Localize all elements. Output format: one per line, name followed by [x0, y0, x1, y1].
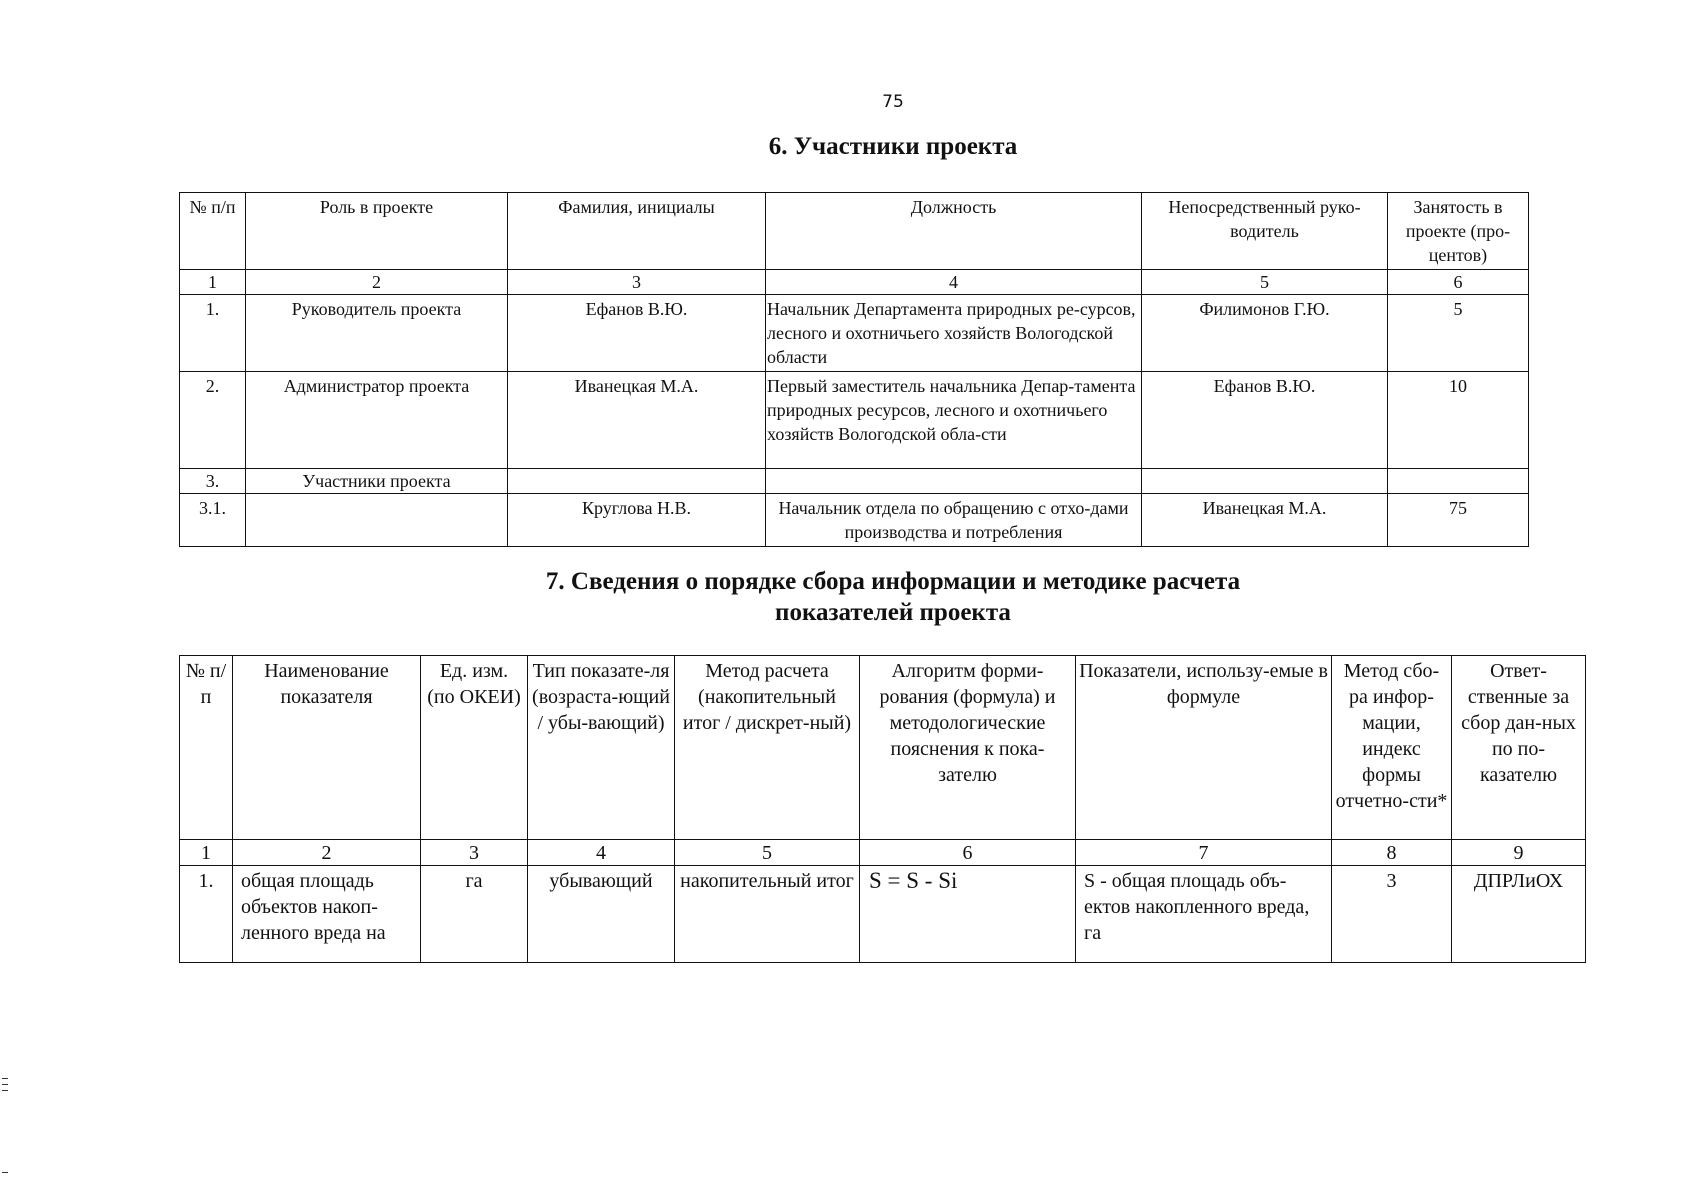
index-cell: 8	[1332, 840, 1452, 866]
header-cell: Тип показате-ля (возраста-ющий / убы-вающий)	[528, 656, 675, 840]
header-cell: Роль в проекте	[246, 193, 508, 270]
index-cell: 7	[1076, 840, 1332, 866]
index-cell: 2	[233, 840, 421, 866]
name-cell: Иванецкая М.А.	[508, 372, 766, 469]
header-cell: Фамилия, инициалы	[508, 193, 766, 270]
indicator-type-cell: убывающий	[528, 866, 675, 963]
calculation-method-cell: накопительный итог	[675, 866, 860, 963]
index-cell: 4	[528, 840, 675, 866]
page-number: 75	[882, 92, 904, 112]
section-7-title	[0, 566, 1697, 628]
role-cell: Участники проекта	[246, 469, 508, 494]
collection-method-cell: 3	[1332, 866, 1452, 963]
header-cell: Занятость в проекте (про-центов)	[1388, 193, 1529, 270]
supervisor-cell: Иванецкая М.А.	[1142, 494, 1388, 547]
position-cell: Первый заместитель начальника Депар-тамента природных ресурсов, лесного и охотничьего хозяйств Вологодской обла-сти	[766, 372, 1142, 469]
unit-cell: га	[421, 866, 528, 963]
index-cell: 9	[1452, 840, 1586, 866]
name-cell: Круглова Н.В.	[508, 494, 766, 547]
index-cell: 5	[675, 840, 860, 866]
name-cell: Ефанов В.Ю.	[508, 295, 766, 372]
header-cell: Наименование показателя	[233, 656, 421, 840]
index-cell: 5	[1142, 270, 1388, 295]
section-7-title-line-2: показателей проекта	[775, 599, 1011, 626]
workload-cell: 10	[1388, 372, 1529, 469]
header-cell: Алгоритм форми-рования (формула) и методологические пояснения к пока-зателю	[860, 656, 1076, 840]
header-cell: Должность	[766, 193, 1142, 270]
section-7-title-line-1: 7. Сведения о порядке сбора информации и методике расчета	[545, 568, 1241, 595]
header-cell: № п/п	[180, 656, 233, 840]
supervisor-cell	[1142, 469, 1388, 494]
header-cell: Непосредственный руко-водитель	[1142, 193, 1388, 270]
responsible-cell: ДПРЛиОХ	[1452, 866, 1586, 963]
scan-edge-mark	[2, 1172, 8, 1173]
table-header-row	[180, 193, 1529, 270]
row-number: 1.	[180, 295, 246, 372]
row-number: 3.	[180, 469, 246, 494]
formula-cell: S = S - Si	[860, 866, 1076, 963]
header-cell: № п/п	[180, 193, 246, 270]
workload-cell: 5	[1388, 295, 1529, 372]
index-cell: 2	[246, 270, 508, 295]
index-cell: 1	[180, 840, 233, 866]
index-cell: 4	[766, 270, 1142, 295]
header-cell: Метод сбо-ра инфор-мации, индекс формы отчетно-сти*	[1332, 656, 1452, 840]
scan-edge-mark	[2, 1090, 8, 1091]
role-cell: Администратор проекта	[246, 372, 508, 469]
row-number: 2.	[180, 372, 246, 469]
index-cell: 3	[421, 840, 528, 866]
column-index-row	[180, 270, 1529, 295]
formula-variables-cell: S - общая площадь объ-ектов накопленного вреда, га	[1076, 866, 1332, 963]
table-row	[180, 295, 1529, 372]
table-row	[180, 866, 1586, 963]
table-row	[180, 469, 1529, 494]
role-cell: Руководитель проекта	[246, 295, 508, 372]
indicators-table	[179, 655, 1586, 963]
index-cell: 3	[508, 270, 766, 295]
role-cell	[246, 494, 508, 547]
name-cell	[508, 469, 766, 494]
participants-table	[179, 192, 1529, 547]
column-index-row	[180, 840, 1586, 866]
index-cell: 6	[860, 840, 1076, 866]
row-number: 3.1.	[180, 494, 246, 547]
index-cell: 6	[1388, 270, 1529, 295]
position-cell: Начальник отдела по обращению с отхо-дами производства и потребления	[766, 494, 1142, 547]
row-number: 1.	[180, 866, 233, 963]
supervisor-cell: Филимонов Г.Ю.	[1142, 295, 1388, 372]
table-header-row	[180, 656, 1586, 840]
workload-cell: 75	[1388, 494, 1529, 547]
scan-edge-mark	[2, 1078, 8, 1079]
index-cell: 1	[180, 270, 246, 295]
table-row	[180, 372, 1529, 469]
supervisor-cell: Ефанов В.Ю.	[1142, 372, 1388, 469]
position-cell	[766, 469, 1142, 494]
workload-cell	[1388, 469, 1529, 494]
section-6-title: 6. Участники проекта	[768, 133, 1018, 160]
header-cell: Показатели, использу-емые в формуле	[1076, 656, 1332, 840]
position-cell: Начальник Департамента природных ре-сурсов, лесного и охотничьего хозяйств Вологодской области	[766, 295, 1142, 372]
table-row	[180, 494, 1529, 547]
indicator-name-cell: общая площадь объектов накоп-ленного вреда на	[233, 866, 421, 963]
header-cell: Ответ-ственные за сбор дан-ных по по-казателю	[1452, 656, 1586, 840]
header-cell: Метод расчета (накопительный итог / дискрет-ный)	[675, 656, 860, 840]
header-cell: Ед. изм. (по ОКЕИ)	[421, 656, 528, 840]
scan-edge-mark	[2, 1084, 8, 1085]
